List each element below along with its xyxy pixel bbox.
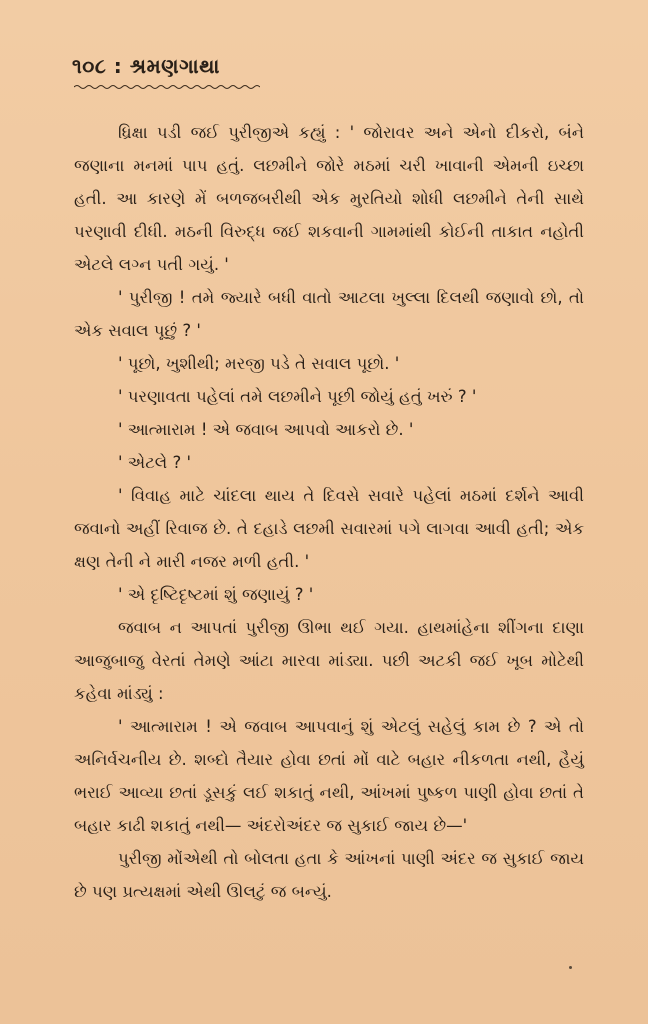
paragraph-4: ' પરણાવતા પહેલાં તમે લછમીને પૂછી જોયું હતું ખરું ? ' xyxy=(118,387,477,406)
paragraph-1: ધ્રિક્ષા પડી જઈ પુરીજીએ કહ્યું : ' જોરાવર અને એનો દીકરો, બંને જણાના મનમાં પાપ હતું. લછમીને જોરે મઠમાં ચરી ખાવાની એમની ઇચ્છા હતી. આ કારણે મેં બળજબરીથી એક મુરતિયો શોધી લછમીને તેની સાથે પરણાવી દીધી. મઠની વિરુદ્ધ જઈ શકવાની ગામમાંથી કોઈની તાકાત નહોતી એટલે લગ્ન પતી ગયું. ' xyxy=(74,123,584,274)
paragraph-5: ' આત્મારામ ! એ જવાબ આપવો આકરો છે. ' xyxy=(118,420,414,439)
paragraph-8: ' એ દૃષ્ટિદૃષ્ટમાં શું જણાયું ? ' xyxy=(118,585,314,604)
paragraph-10: ' આત્મારામ ! એ જવાબ આપવાનું શું એટલું સહેલું કામ છે ? એ તો અનિર્વચનીય છે. શબ્દો તૈયાર હોવા છતાં મોં વાટે બહાર નીકળતા નથી, હૈયું ભરાઈ આવ્યા છતાં ડૂસકું લઈ શકાતું નથી, આંખમાં પુષ્કળ પાણી હોવા છતાં તે બહાર કાઢી શકાતું નથી— અંદરોઅંદર જ સુકાઈ જાય છે—' xyxy=(74,717,584,835)
paragraph-11: પુરીજી મોંએથી તો બોલતા હતા કે આંખનાં પાણી અંદર જ સુકાઈ જાય છે પણ પ્રત્યક્ષમાં એથી ઊલટું જ બન્યું. xyxy=(74,849,584,901)
paragraph-6: ' એટલે ? ' xyxy=(118,453,192,472)
running-header: ૧૦૮ : શ્રમણગાથા xyxy=(72,54,220,78)
page-speck xyxy=(569,966,572,969)
body-text xyxy=(74,116,584,908)
paragraph-2: ' પુરીજી ! તમે જ્યારે બધી વાતો આટલા ખુલ્લા દિલથી જણાવો છો, તો એક સવાલ પૂછું ? ' xyxy=(74,288,584,340)
paragraph-9: જવાબ ન આપતાં પુરીજી ઊભા થઈ ગયા. હાથમાંહેના શીંગના દાણા આજુબાજુ વેરતાં તેમણે આંટા મારવા માંડ્યા. પછી અટકી જઈ ખૂબ મોટેથી કહેવા માંડ્યું : xyxy=(74,618,584,703)
decorative-wavy-underline xyxy=(74,84,260,90)
paragraph-3: ' પૂછો, ખુશીથી; મરજી પડે તે સવાલ પૂછો. ' xyxy=(118,354,400,373)
paragraph-7: ' વિવાહ માટે ચાંદલા થાય તે દિવસે સવારે પહેલાં મઠમાં દર્શને આવી જવાનો અહીં રિવાજ છે. તે દહાડે લછમી સવારમાં પગે લાગવા આવી હતી; એક ક્ષણ તેની ને મારી નજર મળી હતી. ' xyxy=(74,486,584,571)
